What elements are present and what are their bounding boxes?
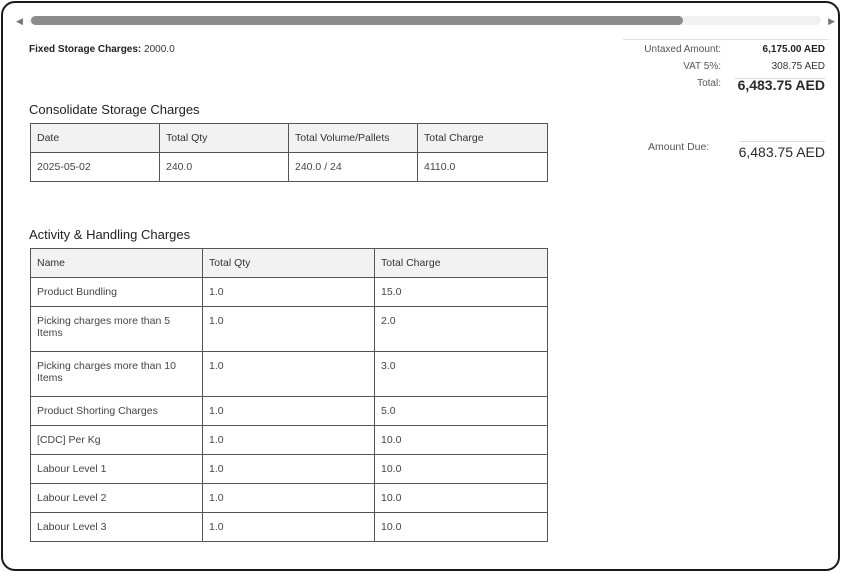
table-cell: [CDC] Per Kg <box>31 426 203 455</box>
total-label: Total: <box>697 78 721 89</box>
table-row <box>31 513 548 542</box>
scrollbar-track[interactable] <box>29 16 821 25</box>
fixed-storage-charges <box>29 44 175 55</box>
table-row <box>31 397 548 426</box>
table-cell: 5.0 <box>375 397 548 426</box>
table-cell: Product Shorting Charges <box>31 397 203 426</box>
table-header-row <box>31 124 548 153</box>
table-row <box>31 153 548 182</box>
vat-label: VAT 5%: <box>683 61 721 72</box>
consolidate-storage-table <box>30 123 548 182</box>
table-cell: 10.0 <box>375 513 548 542</box>
total-value: 6,483.75 AED <box>737 77 825 93</box>
column-header: Total Charge <box>418 124 548 153</box>
vat-value: 308.75 AED <box>771 61 825 72</box>
total-row <box>623 74 829 96</box>
fixed-storage-label: Fixed Storage Charges: <box>29 44 142 55</box>
table-cell: 240.0 / 24 <box>289 153 418 182</box>
table-cell: 2025-05-02 <box>31 153 160 182</box>
vat-row <box>623 57 829 74</box>
table-cell: 10.0 <box>375 426 548 455</box>
table-cell: Labour Level 1 <box>31 455 203 484</box>
table-cell: Picking charges more than 10 Items <box>31 352 203 397</box>
consolidate-storage-title: Consolidate Storage Charges <box>29 102 200 117</box>
column-header: Total Qty <box>203 249 375 278</box>
totals-panel <box>623 39 829 96</box>
untaxed-amount-value: 6,175.00 AED <box>762 44 825 55</box>
fixed-storage-value: 2000.0 <box>144 44 175 55</box>
column-header: Date <box>31 124 160 153</box>
untaxed-amount-row <box>623 40 829 57</box>
table-header-row <box>31 249 548 278</box>
table-cell: 1.0 <box>203 397 375 426</box>
horizontal-scrollbar[interactable] <box>13 12 837 30</box>
column-header: Total Volume/Pallets <box>289 124 418 153</box>
amount-due-label: Amount Due: <box>648 141 710 153</box>
amount-due-value: 6,483.75 AED <box>739 141 825 160</box>
table-cell: 10.0 <box>375 455 548 484</box>
table-cell: Picking charges more than 5 Items <box>31 307 203 352</box>
table-cell: Product Bundling <box>31 278 203 307</box>
table-cell: 10.0 <box>375 484 548 513</box>
column-header: Total Charge <box>375 249 548 278</box>
table-cell: 1.0 <box>203 513 375 542</box>
table-row <box>31 278 548 307</box>
table-cell: 2.0 <box>375 307 548 352</box>
untaxed-amount-label: Untaxed Amount: <box>644 44 721 55</box>
table-row <box>31 352 548 397</box>
column-header: Total Qty <box>160 124 289 153</box>
column-header: Name <box>31 249 203 278</box>
table-cell: Labour Level 2 <box>31 484 203 513</box>
table-row <box>31 426 548 455</box>
table-cell: 1.0 <box>203 352 375 397</box>
activity-handling-title: Activity & Handling Charges <box>29 227 191 242</box>
scroll-left-arrow-icon[interactable]: ◀ <box>16 16 23 26</box>
table-cell: 240.0 <box>160 153 289 182</box>
activity-handling-table <box>30 248 548 542</box>
table-cell: 1.0 <box>203 484 375 513</box>
scroll-right-arrow-icon[interactable]: ▶ <box>828 16 835 26</box>
table-cell: 1.0 <box>203 307 375 352</box>
table-row <box>31 484 548 513</box>
table-cell: 4110.0 <box>418 153 548 182</box>
table-cell: 15.0 <box>375 278 548 307</box>
invoice-report-frame <box>1 1 840 571</box>
scrollbar-thumb[interactable] <box>31 16 683 25</box>
table-row <box>31 455 548 484</box>
table-cell: 3.0 <box>375 352 548 397</box>
table-cell: 1.0 <box>203 455 375 484</box>
table-row <box>31 307 548 352</box>
table-cell: 1.0 <box>203 426 375 455</box>
table-cell: 1.0 <box>203 278 375 307</box>
table-cell: Labour Level 3 <box>31 513 203 542</box>
amount-due-row <box>623 135 829 165</box>
